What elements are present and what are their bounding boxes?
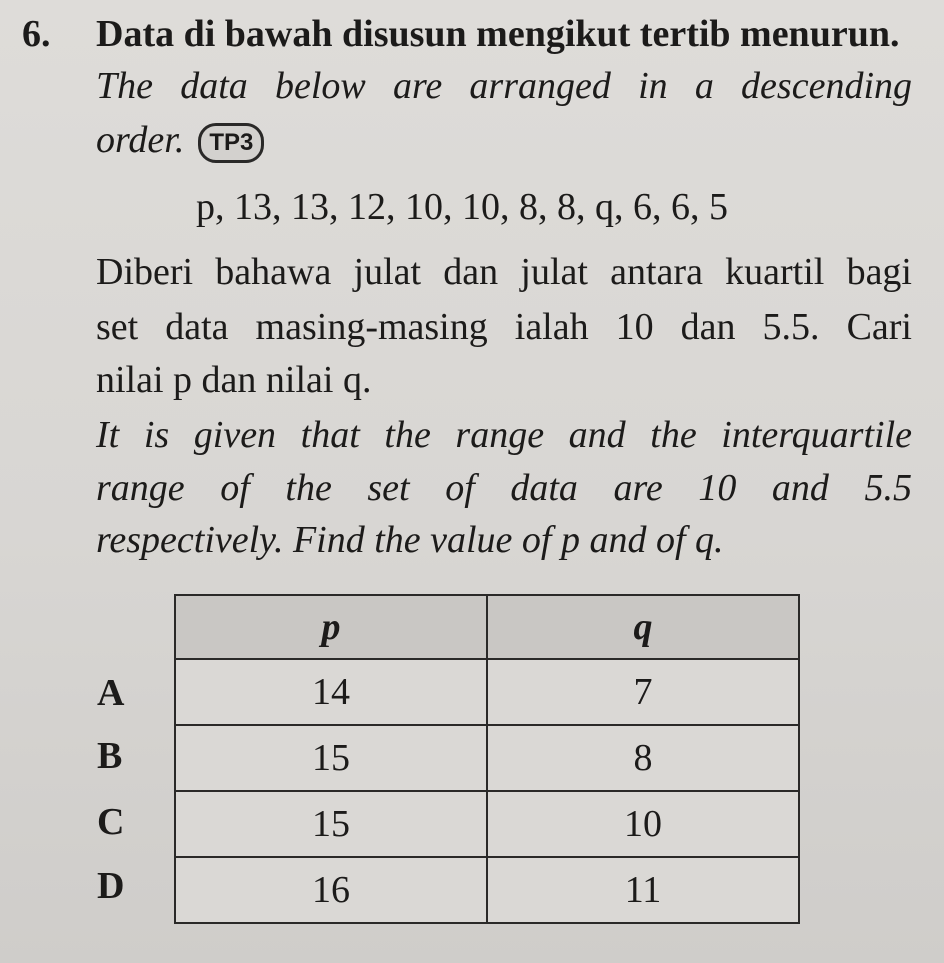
table-row[interactable] bbox=[175, 857, 799, 923]
english-instruction-line2 bbox=[96, 118, 264, 163]
option-c-q: 10 bbox=[487, 791, 799, 857]
option-d-p: 16 bbox=[175, 857, 487, 923]
table-row[interactable] bbox=[175, 791, 799, 857]
malay-instruction: Data di bawah disusun mengikut tertib menurun. bbox=[96, 13, 900, 55]
malay-paragraph-line3: nilai p dan nilai q. bbox=[96, 359, 372, 401]
english-paragraph-line2: range of the set of data are 10 and 5.5 bbox=[96, 467, 912, 509]
option-a-p: 14 bbox=[175, 659, 487, 725]
english-paragraph-line3: respectively. Find the value of p and of q. bbox=[96, 519, 724, 561]
english-instruction-order: order. bbox=[96, 119, 185, 161]
malay-paragraph-line1: Diberi bahawa julat dan julat antara kuartil bagi bbox=[96, 251, 912, 293]
option-b-q: 8 bbox=[487, 725, 799, 791]
option-d-q: 11 bbox=[487, 857, 799, 923]
option-b-p: 15 bbox=[175, 725, 487, 791]
english-instruction-line1: The data below are arranged in a descending bbox=[96, 65, 912, 107]
answer-options-table bbox=[174, 594, 800, 924]
option-c-p: 15 bbox=[175, 791, 487, 857]
option-a-q: 7 bbox=[487, 659, 799, 725]
question-number: 6. bbox=[22, 13, 51, 55]
malay-paragraph-line2: set data masing-masing ialah 10 dan 5.5. Cari bbox=[96, 306, 912, 348]
option-label-a[interactable]: A bbox=[97, 672, 125, 714]
table-row[interactable] bbox=[175, 725, 799, 791]
header-p: p bbox=[175, 595, 487, 659]
option-label-c[interactable]: C bbox=[97, 801, 125, 843]
tp-level-badge: TP3 bbox=[198, 123, 264, 163]
option-label-d[interactable]: D bbox=[97, 865, 125, 907]
data-set: p, 13, 13, 12, 10, 10, 8, 8, q, 6, 6, 5 bbox=[196, 186, 728, 228]
english-paragraph-line1: It is given that the range and the interquartile bbox=[96, 414, 912, 456]
option-label-b[interactable]: B bbox=[97, 735, 123, 777]
table-header-row bbox=[175, 595, 799, 659]
header-q: q bbox=[487, 595, 799, 659]
table-row[interactable] bbox=[175, 659, 799, 725]
